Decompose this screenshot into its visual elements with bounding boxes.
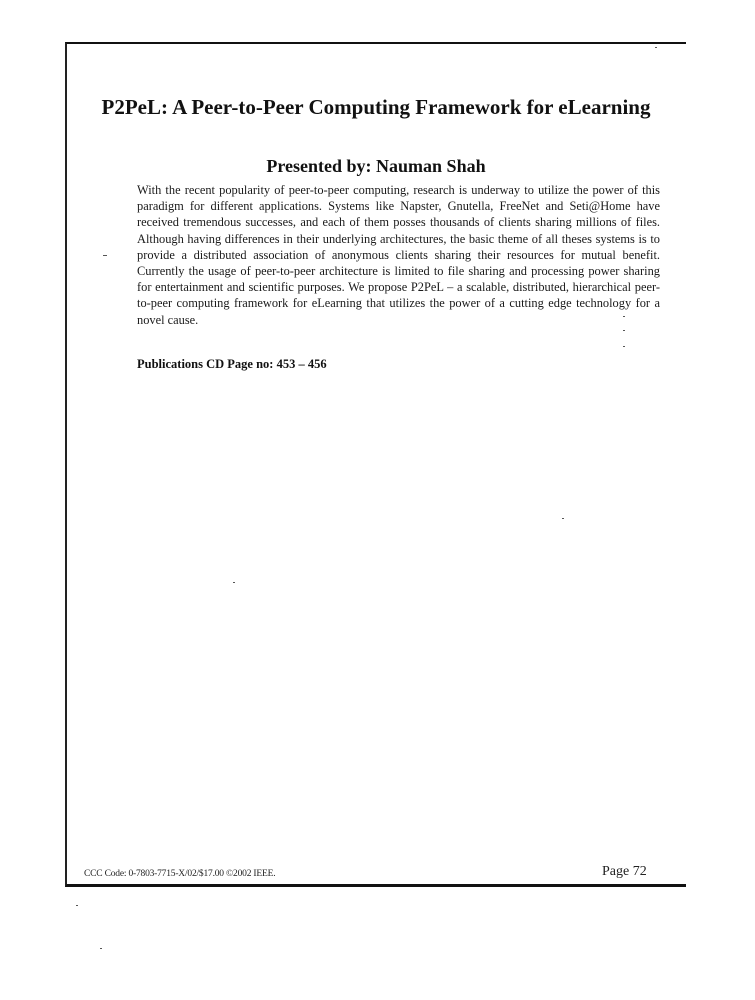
abstract-paragraph: With the recent popularity of peer-to-peer computing, research is underway to utilize the power of this paradigm for different applications. Systems like Napster, Gnutella, FreeNet and Seti@Home have received tremendous successes, and each of them posses thousands of clients sharing millions of files. Although having differences in their underlying architectures, the basic theme of all theses systems is to provide a distributed association of anonymous clients sharing their resources for mutual benefit. Currently the usage of peer-to-peer architecture is limited to file sharing and processing power sharing for entertainment and scientific purposes. We propose P2PeL – a scalable, distributed, hierarchical peer-to-peer computing framework for eLearning that utilizes the power of a cutting edge technology for a novel cause. xyxy=(137,183,660,327)
publication-reference: Publications CD Page no: 453 – 456 xyxy=(137,357,327,371)
scan-speck xyxy=(655,47,657,48)
scan-speck xyxy=(103,255,107,256)
paper-title: P2PeL: A Peer-to-Peer Computing Framework for eLearning xyxy=(101,95,651,119)
scan-speck xyxy=(76,905,78,906)
scan-speck xyxy=(100,948,102,949)
ccc-code: CCC Code: 0-7803-7715-X/02/$17.00 ©2002 IEEE. xyxy=(84,869,276,879)
scan-speck xyxy=(623,330,625,331)
page-number: Page 72 xyxy=(602,864,647,879)
scan-speck xyxy=(233,582,235,583)
scan-speck xyxy=(562,518,564,519)
presenter-line: Presented by: Nauman Shah xyxy=(266,156,486,176)
scan-speck xyxy=(623,346,625,347)
scan-speck xyxy=(623,316,625,317)
